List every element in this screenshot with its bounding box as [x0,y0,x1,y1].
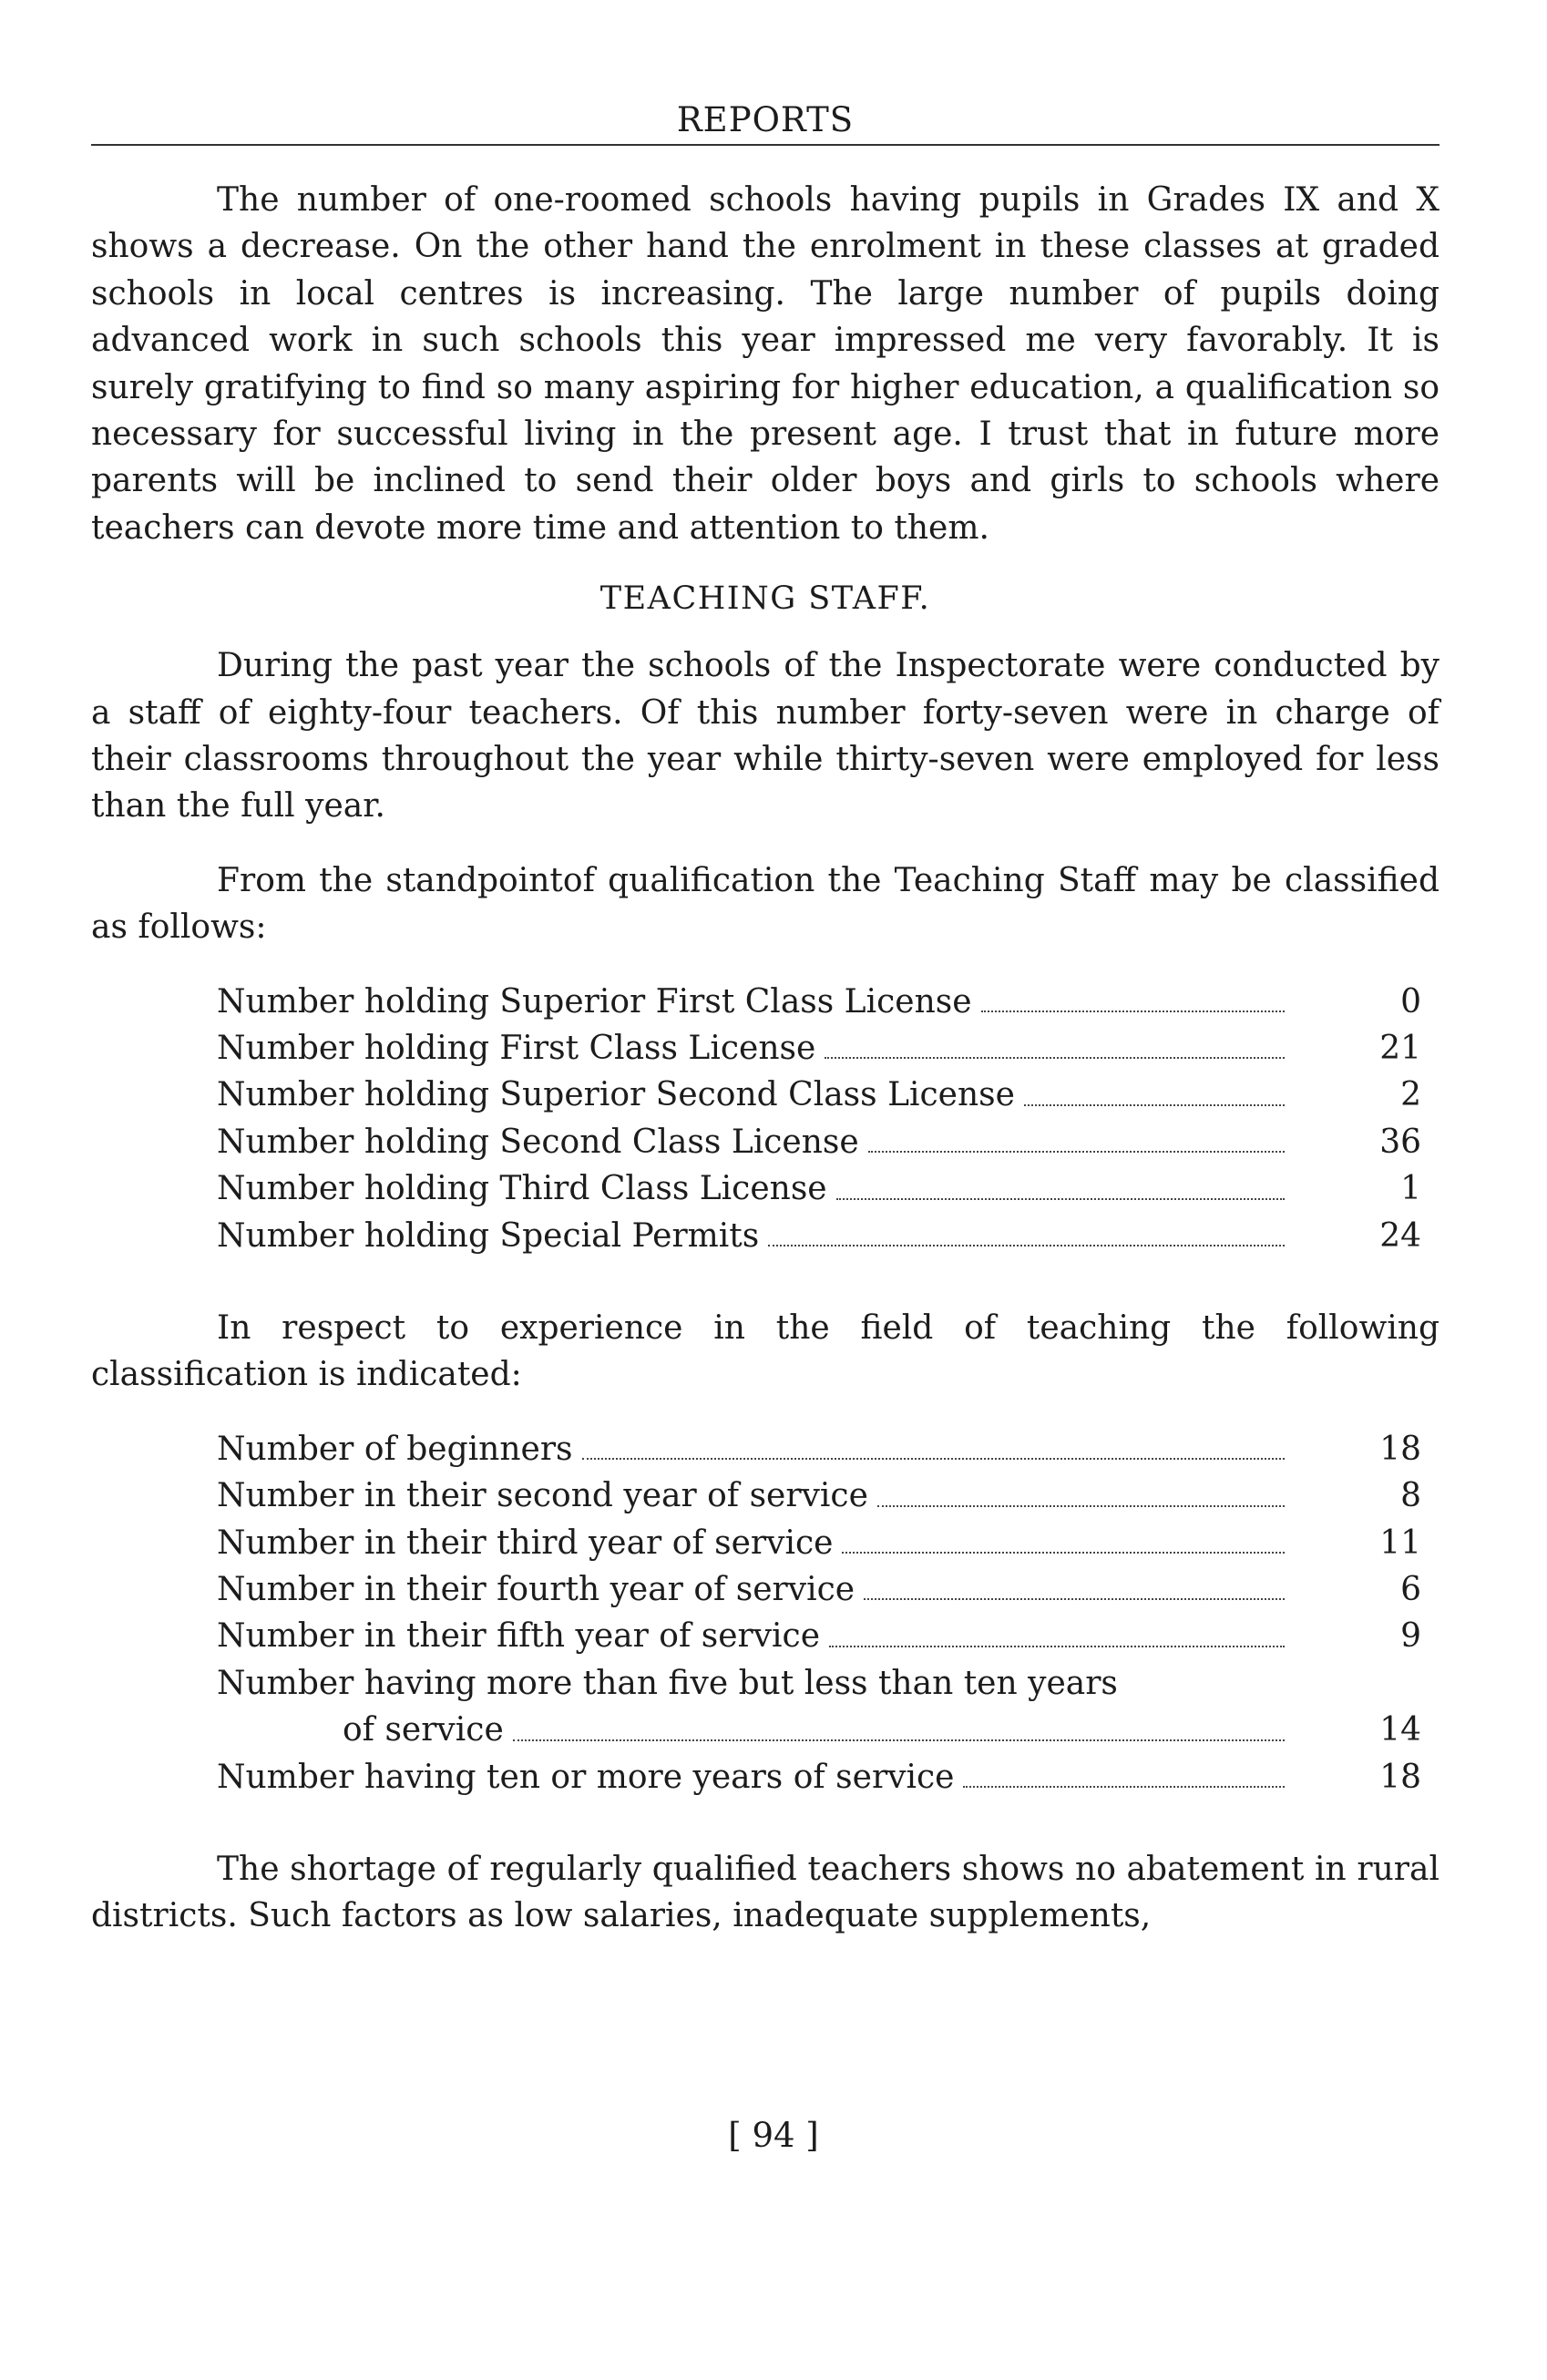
dot-leader [768,1245,1285,1246]
list-item-continuation [217,1707,1421,1753]
dot-leader [513,1739,1285,1741]
list-item-label: Number of beginners [217,1430,573,1468]
dot-leader [842,1552,1285,1554]
list-item-value: 11 [1379,1523,1421,1562]
dot-leader [825,1057,1285,1059]
dot-leader [1024,1104,1285,1106]
list-item-value: 2 [1400,1076,1421,1114]
dot-leader [864,1598,1285,1600]
list-item-label: Number holding Special Permits [217,1216,760,1255]
list-item [217,1566,1421,1613]
paragraph-one-roomed-schools: The number of one-roomed schools having pupils in Grades IX and X shows a decrease. On the other hand the enrolment in these classes at graded schools in local centres is increasing. The large number of pupils doing advanced work in such schools this year impressed me very favorably. It is surely gratifying to find so many aspiring for higher education, a qualification so necessary for successful living in the present age. I trust that in future more parents will be inclined to send their older boys and girls to schools where teachers can devote more time and attention to them. [91,181,1439,547]
header-rule [91,144,1439,146]
list-item-value: 1 [1400,1170,1421,1208]
list-item-label: Number holding Second Class License [217,1123,859,1161]
list-item [217,1520,1421,1566]
list-item-value: 0 [1400,982,1421,1021]
list-item-label: Number in their second year of service [217,1477,868,1515]
list-item-value: 18 [1379,1758,1421,1796]
list-item-value: 8 [1400,1477,1421,1515]
dot-leader [963,1786,1285,1788]
page-number: [ 94 ] [728,2116,819,2155]
list-item-value: 36 [1379,1123,1421,1161]
paragraph-qualification-intro: From the standpointof qualification the Teaching Staff may be classified as follows: [91,861,1439,947]
list-item-value: 18 [1379,1430,1421,1468]
list-item-label-line-1: Number having more than five but less than ten years [217,1664,1118,1702]
section-heading-teaching-staff: TEACHING STAFF. [599,580,931,618]
list-item [217,1119,1421,1165]
dot-leader [868,1151,1285,1153]
list-item [217,1072,1421,1118]
list-item-label: Number holding Superior First Class License [217,982,972,1021]
list-item [217,1754,1421,1800]
list-item-value: 21 [1379,1030,1421,1068]
list-item-value: 24 [1379,1216,1421,1255]
list-item [217,1025,1421,1072]
list-item-value: 6 [1400,1571,1421,1608]
list-item-label: Number having ten or more years of service [217,1758,955,1796]
dot-leader [981,1010,1285,1012]
list-item-value: 14 [1379,1711,1421,1749]
list-item-label: Number in their third year of service [217,1523,834,1562]
list-item-label: Number in their fourth year of service [217,1571,855,1608]
paragraph-teacher-shortage: The shortage of regularly qualified teachers shows no abatement in rural districts. Such factors as low salaries, inadequate supplements, [91,1850,1439,1935]
list-item-label: Number in their fifth year of service [217,1617,821,1656]
running-head: REPORTS [676,100,855,139]
experience-list [217,1426,1421,1800]
dot-leader [829,1646,1285,1647]
paragraph-staff-count: During the past year the schools of the Inspectorate were conducted by a staff of eighty-four teachers. Of this number forty-seven were in charge of their classrooms throughout the year while thirty-seven were employed for less than the full year. [91,647,1439,826]
list-item-label: Number holding Superior Second Class License [217,1076,1015,1114]
list-item-label: Number holding First Class License [217,1030,816,1068]
list-item-wrapped [217,1660,1421,1754]
list-item [217,979,1421,1025]
list-item [217,1426,1421,1472]
dot-leader [582,1458,1285,1460]
list-item [217,1165,1421,1212]
dot-leader [877,1505,1285,1507]
list-item [217,1213,1421,1259]
paragraph-experience-intro: In respect to experience in the field of teaching the following classification is indicated: [91,1309,1439,1394]
page [91,100,1439,1967]
list-item-value: 9 [1400,1617,1421,1656]
list-item-label: Number holding Third Class License [217,1170,827,1208]
list-item-label-line-2: of service [343,1711,504,1749]
list-item [217,1472,1421,1519]
list-item [217,1613,1421,1659]
dot-leader [836,1198,1285,1200]
qualification-list [217,979,1421,1259]
